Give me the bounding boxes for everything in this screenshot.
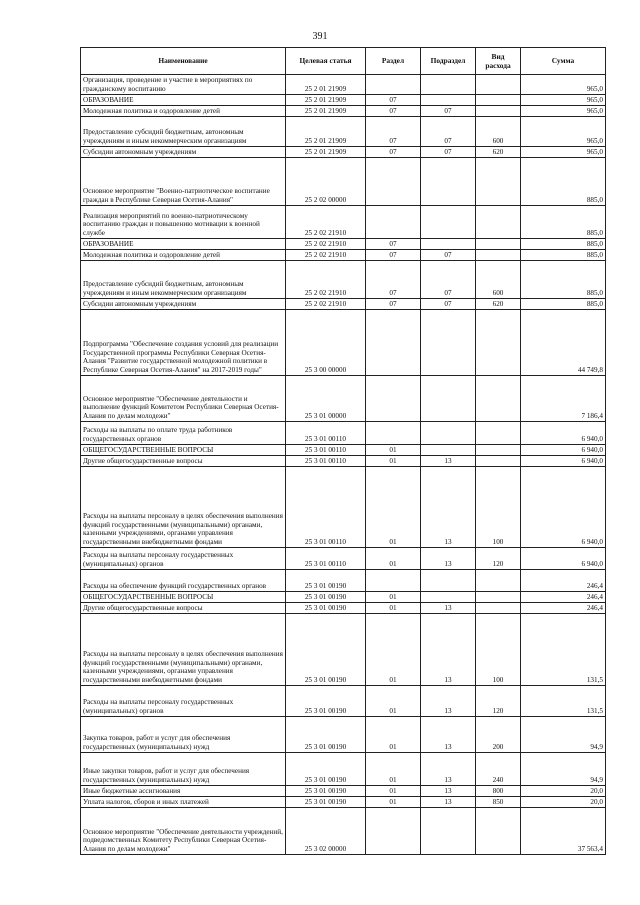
row-subsection-cell: 07 [421, 250, 476, 261]
row-sum-cell: 885,0 [521, 158, 606, 206]
row-type-cell [476, 75, 521, 95]
row-subsection-cell: 07 [421, 261, 476, 299]
table-row [81, 261, 606, 299]
table-row [81, 786, 606, 797]
table-body [81, 75, 606, 855]
table-row [81, 422, 606, 445]
row-name-cell: Подпрограмма "Обеспечение создания условий для реализации Государственной программы Республики Северная Осетия-Алания "Развитие государственной молодежной политики в Республике Северная Осетия-Алания" на 2017-2019 годы" [81, 310, 286, 376]
table-row [81, 239, 606, 250]
row-sum-cell: 965,0 [521, 95, 606, 106]
row-code-cell: 25 2 01 21909 [286, 75, 366, 95]
table-row [81, 117, 606, 147]
header-name: Наименование [81, 48, 286, 75]
page-number: 391 [312, 31, 328, 42]
row-code-cell: 25 3 01 00190 [286, 717, 366, 753]
row-code-cell: 25 3 01 00190 [286, 753, 366, 786]
row-section-cell: 01 [366, 686, 421, 717]
row-type-cell: 120 [476, 548, 521, 570]
row-name-cell: Расходы на выплаты персоналу в целях обеспечения выполнения функций государственными (муниципальными) органами, казенными учреждениями, органами управления государственными внебюджетными фондами [81, 467, 286, 548]
row-subsection-cell [421, 310, 476, 376]
row-type-cell [476, 592, 521, 603]
row-type-cell [476, 158, 521, 206]
row-sum-cell: 885,0 [521, 261, 606, 299]
row-type-cell [476, 239, 521, 250]
row-code-cell: 25 3 01 00190 [286, 786, 366, 797]
header-sum: Сумма [521, 48, 606, 75]
row-type-cell [476, 445, 521, 456]
row-subsection-cell: 13 [421, 717, 476, 753]
row-type-cell [476, 808, 521, 855]
row-subsection-cell [421, 445, 476, 456]
row-section-cell [366, 75, 421, 95]
row-code-cell: 25 3 01 00110 [286, 456, 366, 467]
row-name-cell: Уплата налогов, сборов и иных платежей [81, 797, 286, 808]
row-type-cell [476, 376, 521, 422]
row-name-cell: Молодежная политика и оздоровление детей [81, 106, 286, 117]
row-type-cell: 100 [476, 614, 521, 686]
row-name-cell: Расходы на выплаты персоналу государственных (муниципальных) органов [81, 686, 286, 717]
row-subsection-cell: 13 [421, 467, 476, 548]
row-sum-cell: 965,0 [521, 147, 606, 158]
row-code-cell: 25 3 01 00110 [286, 548, 366, 570]
row-code-cell: 25 3 01 00190 [286, 614, 366, 686]
row-subsection-cell [421, 239, 476, 250]
row-name-cell: Субсидии автономным учреждениям [81, 299, 286, 310]
row-type-cell: 620 [476, 299, 521, 310]
header-section: Раздел [366, 48, 421, 75]
row-section-cell: 01 [366, 797, 421, 808]
row-code-cell: 25 3 01 00190 [286, 570, 366, 592]
row-section-cell [366, 808, 421, 855]
row-sum-cell: 965,0 [521, 117, 606, 147]
table-row [81, 250, 606, 261]
row-type-cell [476, 422, 521, 445]
row-section-cell [366, 422, 421, 445]
row-sum-cell: 37 563,4 [521, 808, 606, 855]
table-row [81, 717, 606, 753]
row-sum-cell: 6 940,0 [521, 445, 606, 456]
row-section-cell [366, 158, 421, 206]
row-code-cell: 25 2 01 21909 [286, 147, 366, 158]
row-sum-cell: 885,0 [521, 206, 606, 239]
row-section-cell: 01 [366, 786, 421, 797]
row-section-cell [366, 206, 421, 239]
row-section-cell: 07 [366, 239, 421, 250]
row-code-cell: 25 3 02 00000 [286, 808, 366, 855]
row-type-cell: 240 [476, 753, 521, 786]
row-code-cell: 25 3 01 00190 [286, 603, 366, 614]
row-subsection-cell: 13 [421, 753, 476, 786]
row-subsection-cell [421, 158, 476, 206]
row-sum-cell: 965,0 [521, 106, 606, 117]
row-sum-cell: 6 940,0 [521, 548, 606, 570]
row-subsection-cell: 13 [421, 456, 476, 467]
row-name-cell: Реализация мероприятий по военно-патриотическому воспитанию граждан и повышению мотивации к военной службе [81, 206, 286, 239]
row-sum-cell: 7 186,4 [521, 376, 606, 422]
row-sum-cell: 94,9 [521, 717, 606, 753]
row-subsection-cell: 07 [421, 147, 476, 158]
row-type-cell [476, 206, 521, 239]
row-name-cell: Основное мероприятие "Обеспечение деятельности и выполнение функций Комитетом Республики Северная Осетия-Алания по делам молодежи" [81, 376, 286, 422]
row-code-cell: 25 2 02 21910 [286, 206, 366, 239]
row-type-cell [476, 456, 521, 467]
row-sum-cell: 44 749,8 [521, 310, 606, 376]
row-subsection-cell [421, 422, 476, 445]
table-row [81, 206, 606, 239]
row-name-cell: Расходы на выплаты по оплате труда работников государственных органов [81, 422, 286, 445]
row-name-cell: ОБЩЕГОСУДАРСТВЕННЫЕ ВОПРОСЫ [81, 445, 286, 456]
row-sum-cell: 6 940,0 [521, 467, 606, 548]
row-section-cell: 01 [366, 467, 421, 548]
row-section-cell: 07 [366, 106, 421, 117]
row-subsection-cell [421, 376, 476, 422]
row-code-cell: 25 2 01 21909 [286, 117, 366, 147]
row-sum-cell: 885,0 [521, 239, 606, 250]
row-type-cell [476, 603, 521, 614]
row-sum-cell: 6 940,0 [521, 422, 606, 445]
row-code-cell: 25 2 01 21909 [286, 95, 366, 106]
table-row [81, 376, 606, 422]
row-name-cell: ОБРАЗОВАНИЕ [81, 95, 286, 106]
row-sum-cell: 965,0 [521, 75, 606, 95]
row-code-cell: 25 2 01 21909 [286, 106, 366, 117]
table-row [81, 158, 606, 206]
row-section-cell: 07 [366, 250, 421, 261]
row-name-cell: Закупка товаров, работ и услуг для обеспечения государственных (муниципальных) нужд [81, 717, 286, 753]
table-row [81, 75, 606, 95]
row-code-cell: 25 3 01 00110 [286, 422, 366, 445]
row-section-cell: 01 [366, 717, 421, 753]
row-section-cell: 01 [366, 603, 421, 614]
row-section-cell [366, 310, 421, 376]
table-row [81, 686, 606, 717]
row-type-cell: 100 [476, 467, 521, 548]
row-code-cell: 25 3 01 00000 [286, 376, 366, 422]
row-sum-cell: 6 940,0 [521, 456, 606, 467]
table-row [81, 310, 606, 376]
row-name-cell: Расходы на выплаты персоналу государственных (муниципальных) органов [81, 548, 286, 570]
budget-table [80, 47, 606, 855]
row-sum-cell: 20,0 [521, 786, 606, 797]
row-name-cell: Расходы на обеспечение функций государственных органов [81, 570, 286, 592]
row-sum-cell: 246,4 [521, 603, 606, 614]
row-type-cell: 120 [476, 686, 521, 717]
row-code-cell: 25 3 01 00190 [286, 592, 366, 603]
row-section-cell: 07 [366, 117, 421, 147]
row-type-cell [476, 106, 521, 117]
row-section-cell: 01 [366, 614, 421, 686]
row-section-cell [366, 570, 421, 592]
table-row [81, 753, 606, 786]
row-code-cell: 25 3 00 00000 [286, 310, 366, 376]
row-section-cell: 01 [366, 548, 421, 570]
row-subsection-cell: 13 [421, 797, 476, 808]
row-code-cell: 25 3 01 00110 [286, 445, 366, 456]
row-code-cell: 25 2 02 21910 [286, 261, 366, 299]
row-subsection-cell: 13 [421, 786, 476, 797]
row-type-cell: 800 [476, 786, 521, 797]
row-code-cell: 25 2 02 21910 [286, 239, 366, 250]
row-subsection-cell: 07 [421, 106, 476, 117]
row-type-cell [476, 310, 521, 376]
row-code-cell: 25 2 02 21910 [286, 299, 366, 310]
table-row [81, 603, 606, 614]
row-name-cell: Иные бюджетные ассигнования [81, 786, 286, 797]
row-name-cell: Расходы на выплаты персоналу в целях обеспечения выполнения функций государственными (муниципальными) органами, казенными учреждениями, органами управления государственными внебюджетными фондами [81, 614, 286, 686]
row-name-cell: ОБЩЕГОСУДАРСТВЕННЫЕ ВОПРОСЫ [81, 592, 286, 603]
table-row [81, 95, 606, 106]
row-name-cell: ОБРАЗОВАНИЕ [81, 239, 286, 250]
row-code-cell: 25 2 02 00000 [286, 158, 366, 206]
row-type-cell: 850 [476, 797, 521, 808]
table-header [81, 48, 606, 75]
row-name-cell: Предоставление субсидий бюджетным, автономным учреждениям и иным некоммерческим организациям [81, 117, 286, 147]
row-subsection-cell: 13 [421, 686, 476, 717]
row-name-cell: Субсидии автономным учреждениям [81, 147, 286, 158]
row-name-cell: Основное мероприятие "Военно-патриотическое воспитание граждан в Республике Северная Осетия-Алания" [81, 158, 286, 206]
row-subsection-cell: 13 [421, 614, 476, 686]
row-name-cell: Основное мероприятие "Обеспечение деятельности учреждений, подведомственных Комитету Республики Северная Осетия-Алания по делам молодежи" [81, 808, 286, 855]
row-name-cell: Молодежная политика и оздоровление детей [81, 250, 286, 261]
header-expense-type: Вид расхода [476, 48, 521, 75]
row-subsection-cell: 13 [421, 603, 476, 614]
row-type-cell: 600 [476, 261, 521, 299]
header-code: Целевая статья [286, 48, 366, 75]
row-subsection-cell [421, 95, 476, 106]
row-sum-cell: 94,9 [521, 753, 606, 786]
row-subsection-cell: 07 [421, 117, 476, 147]
table-row [81, 299, 606, 310]
row-subsection-cell [421, 75, 476, 95]
table-row [81, 614, 606, 686]
row-name-cell: Иные закупки товаров, работ и услуг для обеспечения государственных (муниципальных) нужд [81, 753, 286, 786]
row-type-cell: 620 [476, 147, 521, 158]
table-row [81, 797, 606, 808]
row-sum-cell: 246,4 [521, 592, 606, 603]
table-row [81, 548, 606, 570]
table-row [81, 456, 606, 467]
table-row [81, 808, 606, 855]
row-type-cell [476, 95, 521, 106]
row-code-cell: 25 3 01 00190 [286, 686, 366, 717]
row-type-cell: 600 [476, 117, 521, 147]
row-subsection-cell [421, 808, 476, 855]
table-row [81, 592, 606, 603]
row-name-cell: Организация, проведение и участие в мероприятиях по гражданскому воспитанию [81, 75, 286, 95]
row-sum-cell: 885,0 [521, 299, 606, 310]
table-row [81, 106, 606, 117]
header-subsection: Подраздел [421, 48, 476, 75]
row-sum-cell: 131,5 [521, 686, 606, 717]
row-section-cell: 01 [366, 456, 421, 467]
row-code-cell: 25 2 02 21910 [286, 250, 366, 261]
table-row [81, 445, 606, 456]
table-row [81, 467, 606, 548]
row-section-cell: 01 [366, 753, 421, 786]
row-section-cell: 07 [366, 261, 421, 299]
table-row [81, 570, 606, 592]
row-name-cell: Другие общегосударственные вопросы [81, 456, 286, 467]
row-section-cell: 01 [366, 445, 421, 456]
row-type-cell [476, 570, 521, 592]
row-type-cell [476, 250, 521, 261]
table-row [81, 147, 606, 158]
row-section-cell: 07 [366, 95, 421, 106]
row-section-cell: 01 [366, 592, 421, 603]
row-sum-cell: 246,4 [521, 570, 606, 592]
row-subsection-cell [421, 206, 476, 239]
row-subsection-cell: 13 [421, 548, 476, 570]
row-name-cell: Предоставление субсидий бюджетным, автономным учреждениям и иным некоммерческим организациям [81, 261, 286, 299]
row-section-cell: 07 [366, 299, 421, 310]
row-subsection-cell [421, 570, 476, 592]
row-sum-cell: 20,0 [521, 797, 606, 808]
row-sum-cell: 885,0 [521, 250, 606, 261]
row-section-cell [366, 376, 421, 422]
row-section-cell: 07 [366, 147, 421, 158]
row-sum-cell: 131,5 [521, 614, 606, 686]
row-name-cell: Другие общегосударственные вопросы [81, 603, 286, 614]
row-subsection-cell [421, 592, 476, 603]
row-subsection-cell: 07 [421, 299, 476, 310]
row-code-cell: 25 3 01 00190 [286, 797, 366, 808]
row-code-cell: 25 3 01 00110 [286, 467, 366, 548]
row-type-cell: 200 [476, 717, 521, 753]
